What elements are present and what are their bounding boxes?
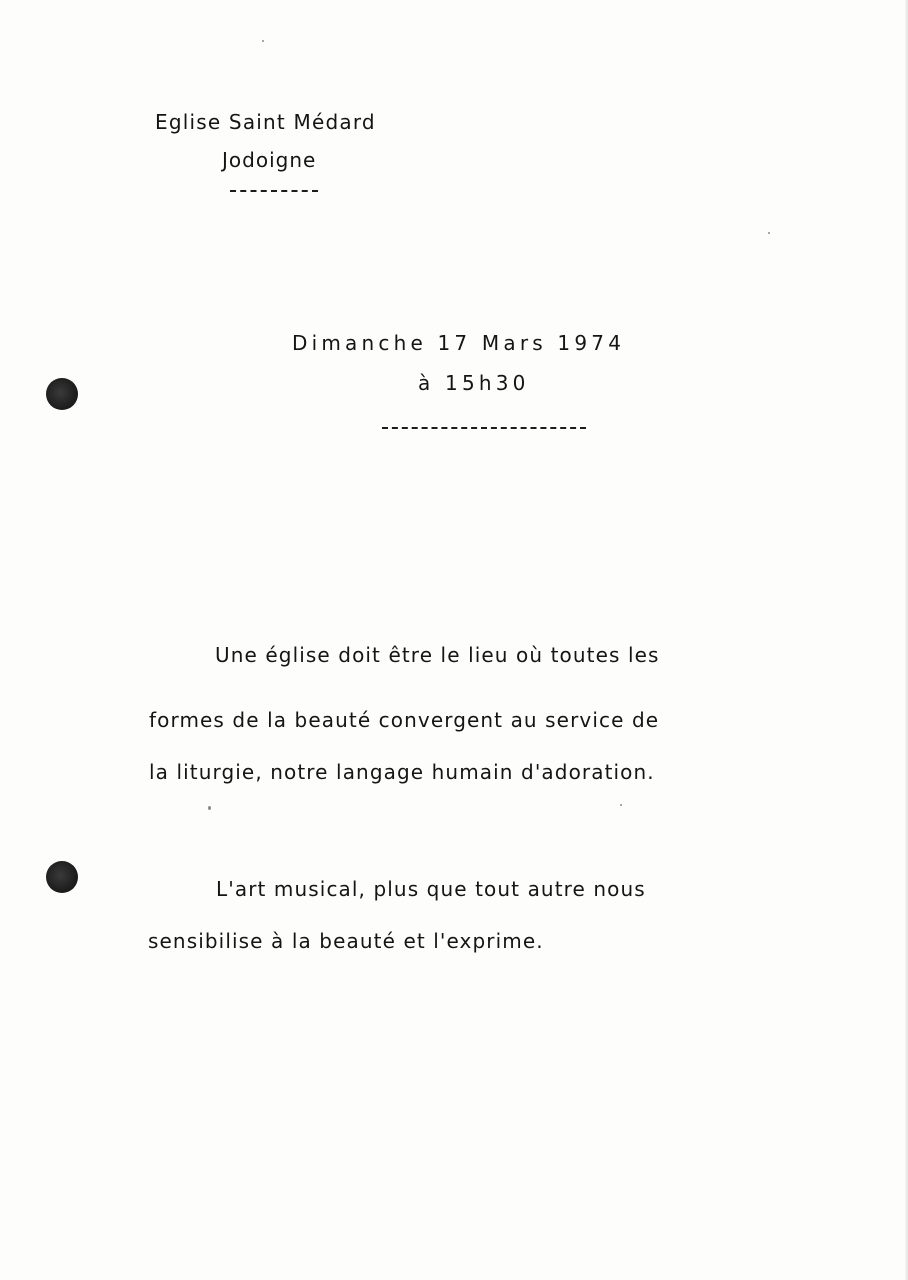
paragraph-2-line-2: sensibilise à la beauté et l'exprime. <box>148 929 544 953</box>
punch-hole-top <box>46 378 78 410</box>
paragraph-1-line-3: la liturgie, notre langage humain d'adoration. <box>149 760 655 784</box>
paper-speck <box>768 232 770 234</box>
event-date: Dimanche 17 Mars 1974 <box>292 331 626 355</box>
paragraph-2-line-1: L'art musical, plus que tout autre nous <box>216 877 646 901</box>
event-separator <box>382 427 586 429</box>
church-name: Eglise Saint Médard <box>155 110 376 134</box>
event-time: à 15h30 <box>418 371 530 395</box>
paragraph-1-line-2: formes de la beauté convergent au service de <box>149 708 660 732</box>
paper-speck <box>208 806 211 810</box>
church-town: Jodoigne <box>222 148 317 172</box>
paper-speck <box>620 804 622 806</box>
punch-hole-bottom <box>46 861 78 893</box>
paragraph-1-line-1: Une église doit être le lieu où toutes les <box>215 643 660 667</box>
header-separator <box>230 190 318 192</box>
paper-speck <box>262 40 264 42</box>
